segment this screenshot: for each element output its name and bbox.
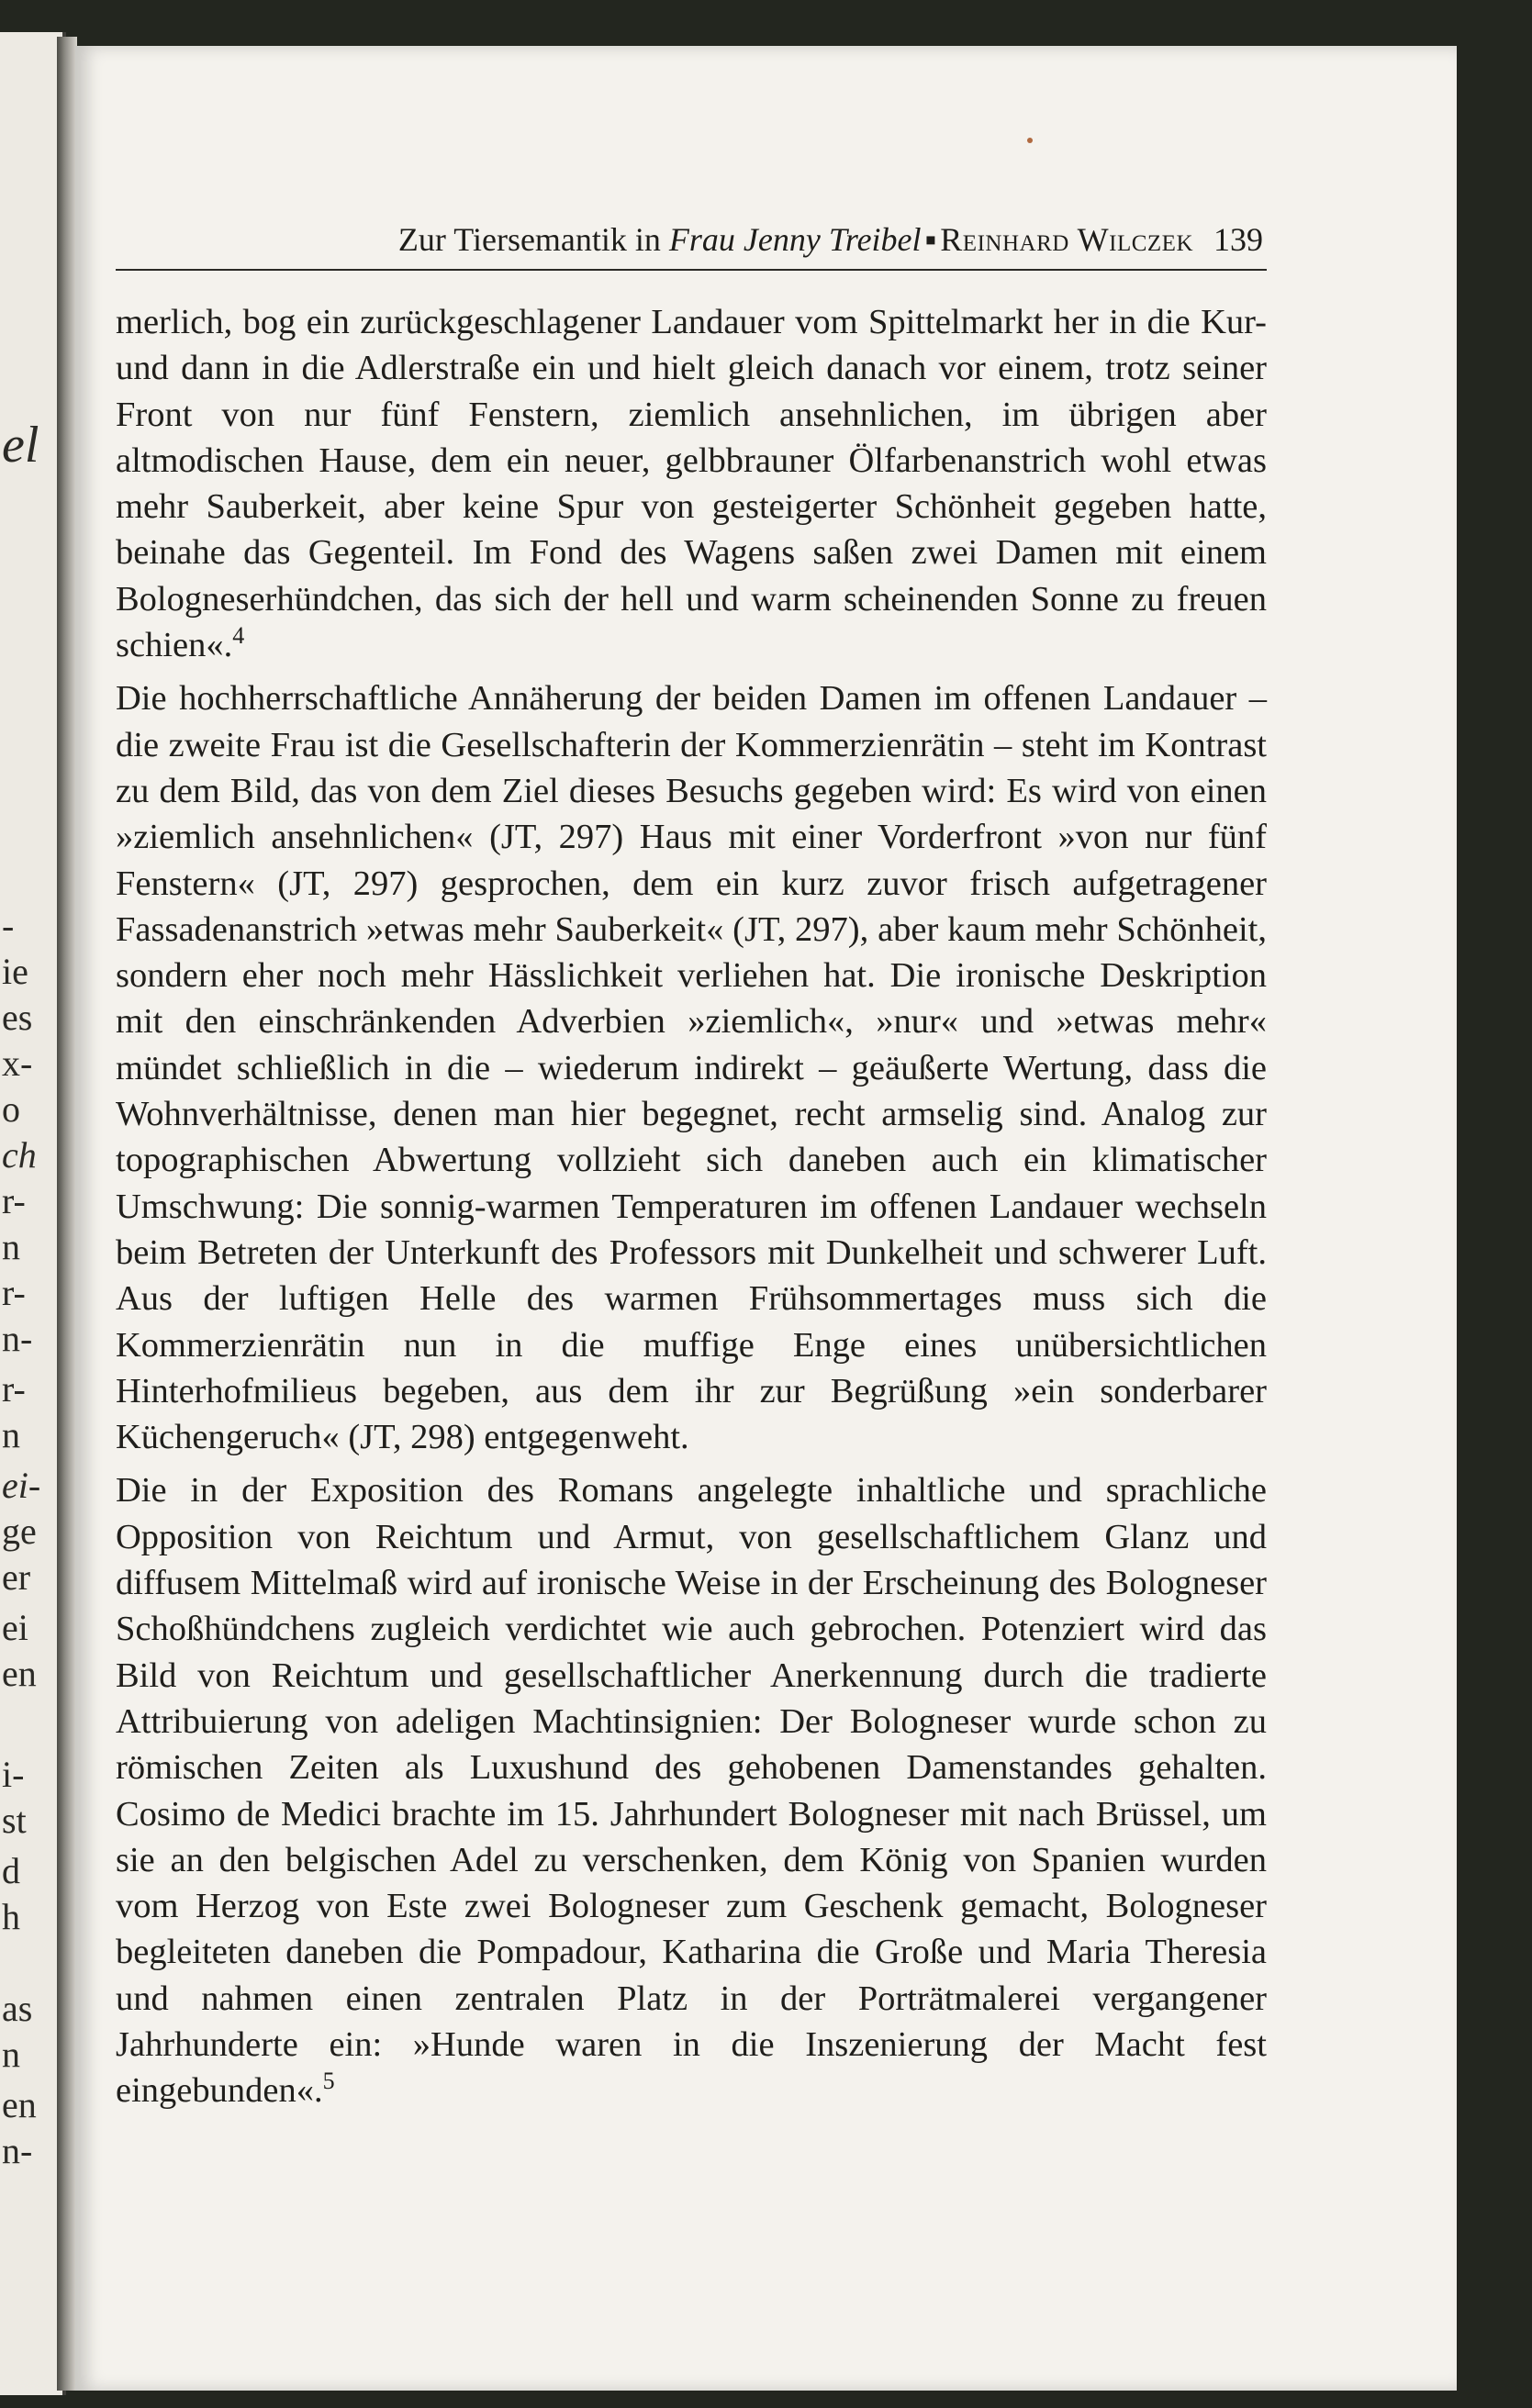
- book-gutter: [57, 37, 77, 2391]
- previous-page-fragment: r-: [2, 1272, 26, 1313]
- previous-page-fragment: ei: [2, 1607, 28, 1648]
- paragraph-text: Die in der Exposition des Romans angelegte inhaltliche und sprachliche Opposition von Reichtum und Armut, von gesellschaftlichem Glanz und diffusem Mittelmaß wird auf ironische Weise in der Erscheinung des Bologneser Schoßhündchens zugleich verdichtet wie auch gebrochen. Potenziert wird das Bild von Reichtum und gesellschaftlicher Anerkennung durch die tradierte Attribuierung von adeligen Machtinsignien: Der Bologneser wurde schon zu römischen Zeiten als Luxushund des gehobenen Damenstandes gehalten. Cosimo de Medici brachte im 15. Jahrhundert Bologneser mit nach Brüssel, um sie an den belgischen Adel zu verschenken, dem König von Spanien wurden vom Herzog von Este zwei Bologneser zum Geschenk gemacht, Bologneser begleiteten daneben die Pompadour, Katharina die Große und Maria Theresia und nahmen einen zentralen Platz in der Porträtmalerei vergangener Jahrhunderte ein: »Hunde waren in die Inszenierung der Macht fest eingebunden«.: [116, 1471, 1267, 2111]
- paragraph-2: [116, 675, 1267, 1460]
- scanner-edge: [1457, 46, 1532, 2391]
- header-author: Reinhard Wilczek: [940, 221, 1193, 258]
- running-header: [116, 220, 1263, 259]
- footnote-marker[interactable]: 4: [232, 622, 245, 650]
- page-speck: [1027, 138, 1033, 143]
- previous-page-fragment: -: [2, 905, 15, 946]
- previous-page-fragment: st: [2, 1800, 27, 1841]
- previous-page-fragment: ie: [2, 951, 28, 992]
- paragraph-text: merlich, bog ein zurückgeschlagener Landauer vom Spittelmarkt her in die Kur- und dann in die Adlerstraße ein und hielt gleich danach vor einem, trotz seiner Front von nur fünf Fenstern, ziemlich ansehnlichen, im übrigen aber altmodischen Hause, dem ein neuer, gelbbrauner Ölfarbenanstrich wohl etwas mehr Sauberkeit, aber keine Spur von gesteigerter Schönheit gegeben hatte, beinahe das Gegenteil. Im Fond des Wagens saßen zwei Damen mit einem Bologneserhündchen, das sich der hell und warm scheinenden Sonne zu freuen schien«.: [116, 303, 1267, 665]
- header-book-title: Frau Jenny Treibel: [668, 221, 922, 258]
- paragraph-3: [116, 1467, 1267, 2113]
- previous-page-fragment: n: [2, 2034, 20, 2075]
- previous-page-fragment: o: [2, 1088, 20, 1130]
- header-prefix: Zur Tiersemantik in: [397, 221, 669, 258]
- paragraph-1: [116, 299, 1267, 668]
- previous-page-fragment: es: [2, 997, 33, 1038]
- footnote-marker[interactable]: 5: [322, 2068, 335, 2095]
- previous-page-fragment: d: [2, 1850, 20, 1891]
- previous-page-fragment: ei-: [2, 1465, 41, 1506]
- previous-page-fragment: x-: [2, 1042, 33, 1084]
- previous-page-fragment: en: [2, 1653, 37, 1694]
- previous-page-fragment: er: [2, 1556, 31, 1598]
- previous-page-fragment: ch: [2, 1134, 37, 1176]
- body-text: [116, 299, 1267, 2114]
- previous-page-fragment: r-: [2, 1368, 26, 1410]
- paragraph-text: Die hochherrschaftliche Annäherung der beiden Damen im offenen Landauer – die zweite Frau ist die Gesellschafterin der Kommerzienrätin – steht im Kontrast zu dem Bild, das von dem Ziel dieses Besuchs gegeben wird: Es wird von einen »ziemlich ansehnlichen« (JT, 297) Haus mit einer Vorderfront »von nur fünf Fenstern« (JT, 297) gesprochen, dem ein kurz zuvor frisch aufgetragener Fassadenanstrich »etwas mehr Sauberkeit« (JT, 297), aber kaum mehr Schönheit, sondern eher noch mehr Hässlichkeit verliehen hat. Die ironische Deskription mit den einschränkenden Adverbien »ziemlich«, »nur« und »etwas mehr« mündet schließlich in die – wiederum indirekt – geäußerte Wertung, dass die Wohnverhältnisse, denen man hier begegnet, recht armselig sind. Analog zur topographischen Abwertung vollzieht sich daneben auch ein klimatischer Umschwung: Die sonnig-warmen Temperaturen im offenen Landauer wechseln beim Betreten der Unterkunft des Professors mit Dunkelheit und schwerer Luft. Aus der luftigen Helle des warmen Frühsommertages muss sich die Kommerzienrätin nun in die muffige Enge eines unübersichtlichen Hinterhofmilieus begeben, aus dem ihr zur Begrüßung »ein sonderbarer Küchengeruch« (JT, 298) entgegenweht.: [116, 679, 1267, 1457]
- previous-page-fragment: n-: [2, 2130, 33, 2171]
- previous-page-fragment: h: [2, 1896, 20, 1937]
- previous-page-fragment: as: [2, 1988, 33, 2029]
- previous-page-fragment: i-: [2, 1754, 25, 1795]
- previous-page-fragment: r-: [2, 1180, 26, 1221]
- previous-page-fragment: en: [2, 2084, 37, 2125]
- previous-page-fragment: ge: [2, 1511, 37, 1552]
- header-rule: [116, 269, 1267, 271]
- page-number: 139: [1213, 221, 1263, 258]
- previous-page-fragment: n: [2, 1226, 20, 1267]
- previous-page-fragment: n-: [2, 1318, 33, 1359]
- header-separator: ▪: [924, 221, 937, 258]
- previous-page-fragment: n: [2, 1414, 20, 1455]
- previous-page-heading-fragment: el: [2, 417, 39, 474]
